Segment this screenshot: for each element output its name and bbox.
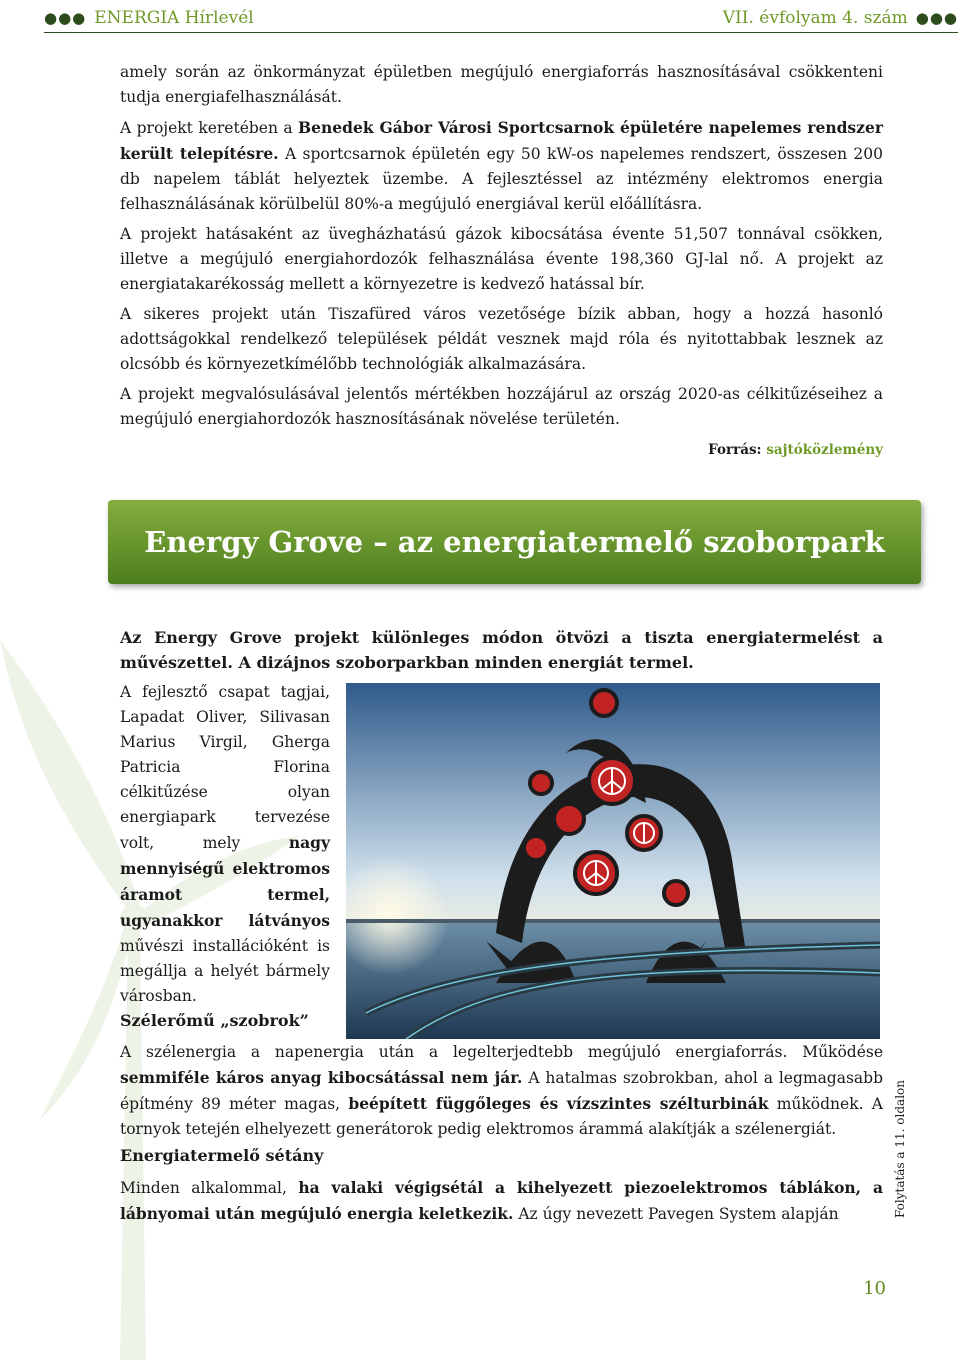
subheading-walkway: Energiatermelő sétány (120, 1146, 324, 1165)
team-paragraph: A fejlesztő csapat tagjai, Lapadat Oliver, Silivasan Marius Virgil, Gherga Patricia Florina célkitűzése olyan energiapark tervezése volt, mely nagy mennyiségű elektromos áramot termel, ugyanakkor látványos művészi installációként is megállja a helyét bármely városban. (120, 683, 330, 1005)
paragraph-4: A sikeres projekt után Tiszafüred város vezetősége bízik abban, hogy a hozzá hasonló adottságokkal rendelkező települések példát vesznek majd róla és nyitottabbak lesznek az olcsóbb és környezetkímélőbb technológiák alkalmazására. (120, 305, 883, 373)
newsletter-title: ENERGIA Hírlevél (94, 8, 254, 28)
section-title: Energy Grove – az energiatermelő szoborpark (144, 525, 885, 559)
source-value: sajtóközlemény (766, 442, 883, 458)
energy-grove-photo (346, 683, 880, 1039)
continued-note: Folytatás a 11. oldalon (893, 1080, 907, 1218)
highlight-sportcsarnok: Benedek Gábor Városi Sportcsarnok épületére napelemes rendszer került telepítésre. (120, 118, 883, 163)
page-number: 10 (863, 1278, 886, 1299)
header-dots-left: ●●● (44, 9, 87, 27)
wind-paragraph: A szélenergia a napenergia után a legelterjedtebb megújuló energiaforrás. Működése semmiféle káros anyag kibocsátással nem jár. A hatalmas szobrokban, ahol a legmagasabb építmény 89 méter magas, beépített függőleges és vízszintes szélturbinák működnek. A tornyok tetején elhelyezett generátorok pedig elektromos árammá alakítják a szélenergiát. (120, 1043, 884, 1138)
source-line (120, 442, 883, 458)
section-banner (108, 500, 921, 584)
lead-paragraph: Az Energy Grove projekt különleges módon ötvözi a tiszta energiatermelést a művészettel. A dizájnos szoborparkban minden energiát termel. (120, 628, 883, 672)
header-dots-right: ●●● (915, 9, 958, 27)
issue-label: VII. évfolyam 4. szám (722, 8, 908, 28)
paragraph-5: A projekt megvalósulásával jelentős mértékben hozzájárul az ország 2020-as célkitűzéseihez a megújuló energiahordozók hasznosításának növelése területén. (120, 385, 883, 428)
page-header (44, 4, 958, 33)
article-tiszafured (120, 60, 883, 432)
paragraph-3: A projekt hatásaként az üvegházhatású gázok kibocsátása évente 51,507 tonnával csökken, illetve a megújuló energiahordozók felhasználása évente 198,360 GJ-lal nő. A projekt az energiatakarékosság mellett a környezetre is kedvező hatással bír. (120, 225, 883, 293)
subheading-wind: Szélerőmű „szobrok” (120, 1011, 309, 1030)
paragraph-1: amely során az önkormányzat épületben megújuló energiaforrás hasznosításával csökkenteni tudja energiafelhasználását. (120, 63, 883, 106)
source-label: Forrás: (708, 442, 762, 458)
walkway-paragraph: Minden alkalommal, ha valaki végigsétál a kihelyezett piezoelektromos táblákon, a lábnyomai után megújuló energia keletkezik. Az úgy nevezett Pavegen System alapján (120, 1178, 883, 1223)
paragraph-2: A projekt keretében a Benedek Gábor Városi Sportcsarnok épületére napelemes rendszer került telepítésre. A sportcsarnok épületén egy 50 kW-os napelemes rendszert, összesen 200 db napelem táblát helyeztek üzembe. A fejlesztéssel az intézmény elektromos energia felhasználásának körülbelül 80%-a megújuló energiával kerül előállításra. (120, 118, 883, 213)
